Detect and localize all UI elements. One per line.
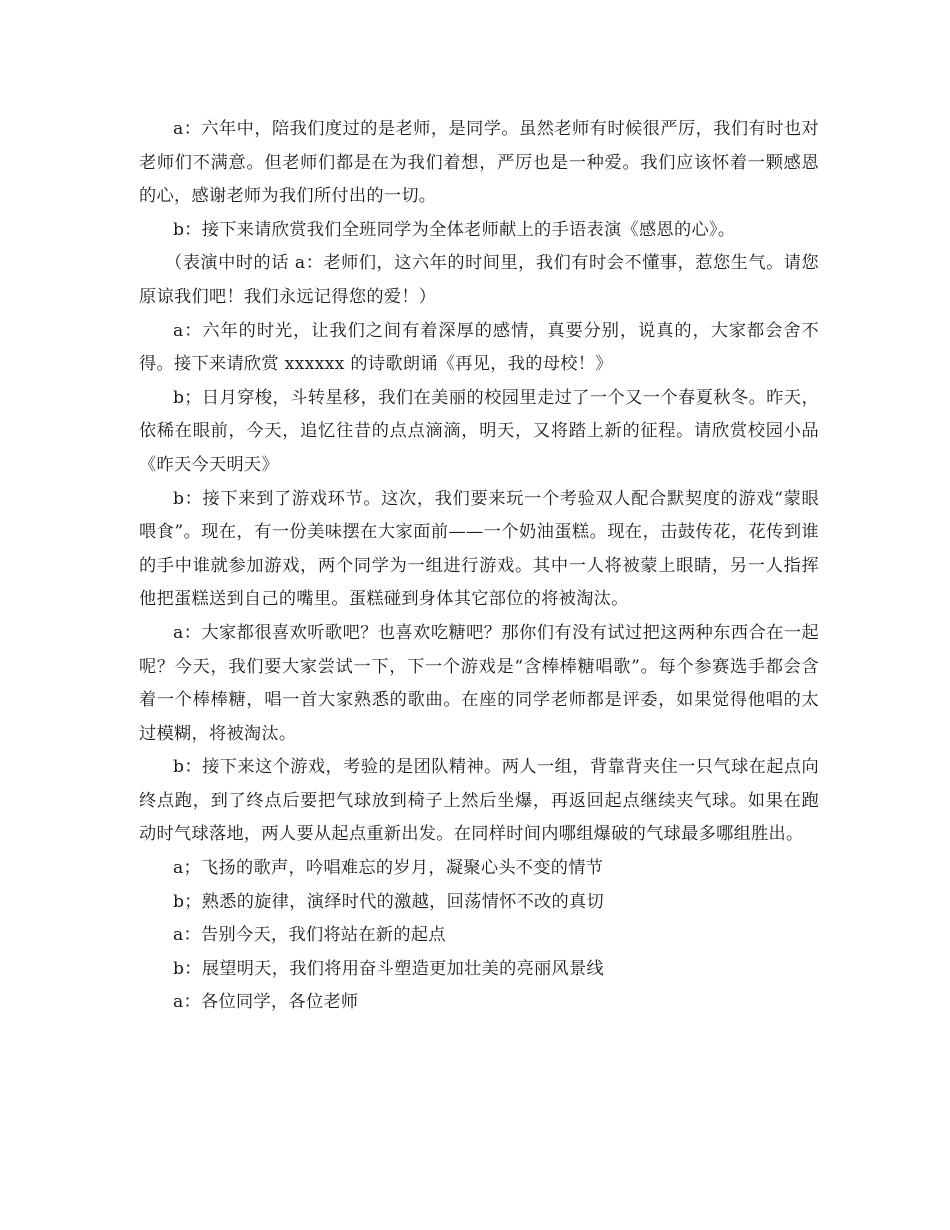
paragraph-lollipop-singing-game: a：大家都很喜欢听歌吧？也喜欢吃糖吧？那你们有没有试过把这两种东西合在一起呢？今天，我们要大家尝试一下，下一个游戏是“含棒棒糖唱歌”。每个参赛选手都会含着一个棒棒糖，唱一首大家熟悉的歌曲。在座的同学老师都是评委，如果觉得他唱的太过模糊，将被淘汰。 — [139, 622, 819, 744]
paragraph-closing-line-5: a：各位同学，各位老师 — [173, 992, 359, 1013]
paragraph-balloon-game: b：接下来这个游戏，考验的是团队精神。两人一组，背靠背夹住一只气球在起点向终点跑，到了终点后要把气球放到椅子上然后坐爆，再返回起点继续夹气球。如果在跑动时气球落地，两人要从起点重新出发。在同样时间内哪组爆破的气球最多哪组胜出。 — [139, 757, 819, 845]
paragraph-blindfold-game: b：接下来到了游戏环节。这次，我们要来玩一个考验双人配合默契度的游戏“蒙眼喂食”。现在，有一份美味摆在大家面前——一个奶油蛋糕。现在，击鼓传花，花传到谁的手中谁就参加游戏，两个同学为一组进行游戏。其中一人将被蒙上眼睛，另一人指挥他把蛋糕送到自己的嘴里。蛋糕碰到身体其它部位的将被淘汰。 — [139, 488, 819, 610]
paragraph-closing-line-1: a；飞扬的歌声，吟唱难忘的岁月，凝聚心头不变的情节 — [173, 858, 604, 879]
paragraph-performance-words: （表演中时的话 a：老师们，这六年的时间里，我们有时会不懂事，惹您生气。请您原谅我们吧！我们永远记得您的爱！） — [139, 253, 819, 307]
paragraph-closing-line-3: a：告别今天，我们将站在新的起点 — [173, 925, 446, 946]
paragraph-closing-line-2: b；熟悉的旋律，演绎时代的激越，回荡情怀不改的真切 — [173, 891, 605, 912]
paragraph-gratitude-teachers: a：六年中，陪我们度过的是老师，是同学。虽然老师有时候很严厉，我们有时也对老师们不满意。但老师们都是在为我们着想，严厉也是一种爱。我们应该怀着一颗感恩的心，感谢老师为我们所付出的一切。 — [139, 119, 819, 207]
paragraph-closing-line-4: b：展望明天，我们将用奋斗塑造更加壮美的亮丽风景线 — [173, 958, 605, 979]
paragraph-poetry-recital: a：六年的时光，让我们之间有着深厚的感情，真要分别，说真的，大家都会舍不得。接下来请欣赏 xxxxxx 的诗歌朗诵《再见，我的母校！》 — [139, 320, 819, 375]
paragraph-sign-language-show: b：接下来请欣赏我们全班同学为全体老师献上的手语表演《感恩的心》。 — [173, 219, 736, 240]
paragraph-campus-skit: b；日月穿梭，斗转星移，我们在美丽的校园里走过了一个又一个春夏秋冬。昨天，依稀在眼前，今天，追忆往昔的点点滴滴，明天，又将踏上新的征程。请欣赏校园小品《昨天今天明天》 — [139, 387, 819, 475]
document-body — [139, 113, 819, 1020]
